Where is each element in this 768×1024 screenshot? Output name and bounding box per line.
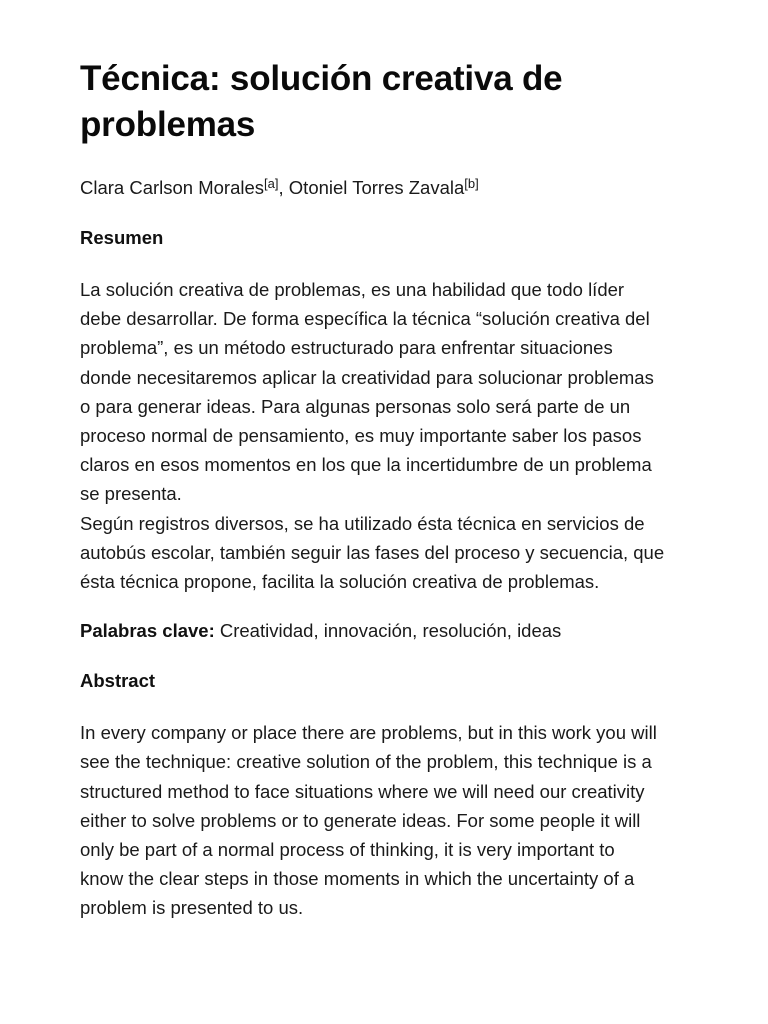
paper-page (80, 56, 700, 923)
resumen-line: Según registros diversos, se ha utilizado ésta técnica en servicios de (80, 512, 645, 534)
abstract-line: only be part of a normal process of thinking, it is very important to (80, 839, 615, 861)
author-name: Otoniel Torres Zavala (288, 177, 465, 198)
abstract-line: either to solve problems or to generate ideas. For some people it will (80, 809, 641, 831)
author-affiliation-mark: [b] (464, 176, 479, 191)
abstract-line: In every company or place there are problems, but in this work you will (80, 722, 657, 744)
keywords (80, 618, 700, 644)
abstract-line: structured method to face situations where we will need our creativity (80, 780, 645, 802)
resumen-heading: Resumen (80, 227, 164, 248)
keywords-text: Creatividad, innovación, resolución, ideas (214, 620, 562, 642)
resumen-line: debe desarrollar. De forma específica la técnica “solución creativa del (80, 308, 650, 330)
author-separator: , (278, 177, 289, 198)
abstract-paragraph (80, 718, 700, 922)
keywords-label: Palabras clave: (80, 620, 215, 642)
resumen-line: ésta técnica propone, facilita la solución creativa de problemas. (80, 571, 600, 593)
resumen-line: La solución creativa de problemas, es una habilidad que todo líder (80, 279, 625, 300)
resumen-line: se presenta. (80, 483, 182, 505)
author-list (80, 175, 700, 201)
resumen-line: o para generar ideas. Para algunas personas solo será parte de un (80, 395, 631, 417)
paper-title-line: problemas (80, 105, 256, 144)
abstract-line: know the clear steps in those moments in which the uncertainty of a (80, 868, 635, 890)
author-name: Clara Carlson Morales (80, 177, 265, 198)
resumen-line: proceso normal de pensamiento, es muy importante saber los pasos (80, 425, 642, 447)
abstract-line: see the technique: creative solution of the problem, this technique is a (80, 751, 652, 773)
paper-title-line: Técnica: solución creativa de (80, 59, 563, 98)
resumen-line: problema”, es un método estructurado para enfrentar situaciones (80, 337, 613, 359)
author-affiliation-mark: [a] (264, 176, 279, 191)
resumen-line: autobús escolar, también seguir las fases del proceso y secuencia, que (80, 541, 665, 563)
resumen-line: donde necesitaremos aplicar la creatividad para solucionar problemas (80, 366, 654, 388)
abstract-line: problem is presented to us. (80, 897, 304, 919)
paper-title (80, 56, 700, 148)
resumen-line: claros en esos momentos en los que la incertidumbre de un problema (80, 454, 652, 476)
abstract-heading: Abstract (80, 670, 156, 692)
resumen-paragraph (80, 275, 700, 596)
